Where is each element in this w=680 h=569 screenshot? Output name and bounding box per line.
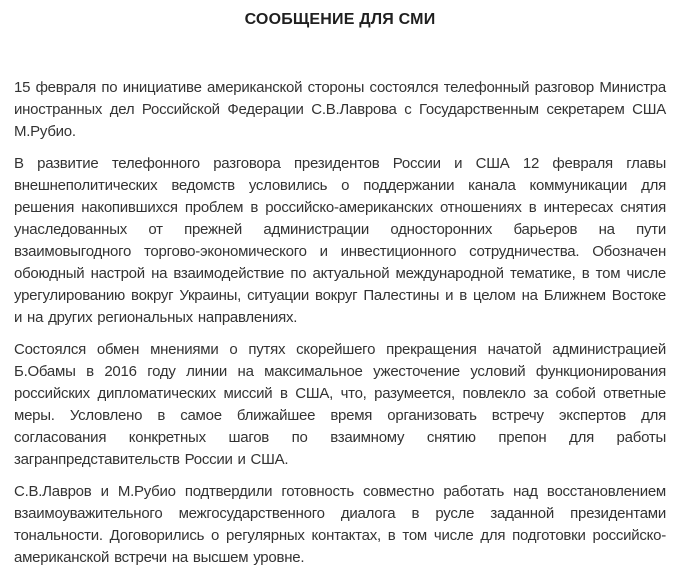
paragraph-diplomatic-missions: Состоялся обмен мнениями о путях скорейшего прекращения начатой администрацией Б.Обамы в 2016 году линии на максимальное ужесточение условий функционирования российских дипломатических миссий в США, что, разумеется, повлекло за собой ответные меры. Условлено в самое ближайшее время организовать встречу экспертов для согласования конкретных шагов по взаимному снятию препон для работы загранпредставительств России и США. [14, 341, 666, 468]
paragraph-phone-call-intro: 15 февраля по инициативе американской стороны состоялся телефонный разговор Министра иностранных дел Российской Федерации С.В.Лаврова с Государственным секретарем США М.Рубио. [14, 79, 666, 140]
page-title: СООБЩЕНИЕ ДЛЯ СМИ [244, 11, 436, 28]
paragraph-communication-channel: В развитие телефонного разговора президентов России и США 12 февраля главы внешнеполитических ведомств условились о поддержании канала коммуникации для решения накопившихся проблем в российско-американских отношениях в интересах снятия унаследованных от прежней администрации односторонних барьеров на пути взаимовыгодного торгово-экономического и инвестиционного сотрудничества. Обозначен обоюдный настрой на взаимодействие по актуальной международной тематике, в том числе урегулированию вокруг Украины, ситуации вокруг Палестины и в целом на Ближнем Востоке и на других региональных направлениях. [14, 155, 666, 326]
paragraph-regular-contacts: С.В.Лавров и М.Рубио подтвердили готовность совместно работать над восстановлением взаимоуважительного межгосударственного диалога в русле заданной президентами тональности. Договорились о регулярных контактах, в том числе для подготовки российско-американской встречи на высшем уровне. [14, 483, 666, 566]
